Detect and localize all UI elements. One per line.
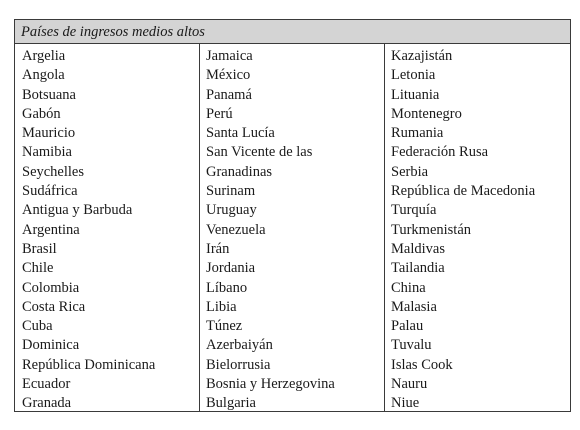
country-cell: Gabón [22, 105, 61, 122]
country-cell: Ecuador [22, 376, 71, 393]
country-cell: Irán [206, 240, 230, 257]
country-cell: Brasil [22, 240, 57, 257]
country-cell: Chile [22, 260, 54, 277]
country-cell: República de Macedonia [391, 183, 536, 200]
country-cell: San Vicente de las [206, 144, 313, 161]
country-cell: Palau [391, 318, 424, 335]
country-cell: Cuba [22, 318, 53, 335]
country-cell: Dominica [22, 337, 80, 354]
country-cell: Rumania [391, 125, 444, 142]
table-header: Países de ingresos medios altos [15, 20, 570, 44]
country-cell: Nauru [391, 376, 428, 393]
column-2 [200, 44, 385, 411]
country-cell: Sudáfrica [22, 183, 78, 200]
country-cell: Granada [22, 395, 72, 412]
country-cell: Antigua y Barbuda [22, 202, 133, 219]
country-cell: Mauricio [22, 125, 76, 142]
country-cell: Líbano [206, 279, 248, 296]
country-cell: Serbia [391, 163, 429, 180]
country-cell: Turquía [391, 202, 437, 219]
country-cell: Turkmenistán [391, 221, 472, 238]
table-body [15, 44, 570, 411]
country-cell: Jamaica [206, 48, 253, 64]
country-cell: República Dominicana [22, 356, 156, 373]
country-cell: Montenegro [391, 105, 462, 122]
country-cell: Lituania [391, 86, 440, 103]
country-cell: Costa Rica [22, 298, 86, 315]
countries-table [14, 19, 571, 412]
country-cell: Kazajistán [391, 48, 453, 64]
country-cell: Uruguay [206, 202, 257, 219]
country-cell: Azerbaiyán [206, 337, 273, 354]
country-cell: Islas Cook [391, 356, 453, 373]
country-cell: Argentina [22, 221, 80, 238]
country-cell: Argelia [22, 48, 66, 64]
country-cell: Granadinas [206, 163, 273, 180]
country-cell: Federación Rusa [391, 144, 489, 161]
country-cell: Túnez [206, 318, 243, 335]
country-cell: Bulgaria [206, 395, 256, 412]
column-1 [15, 44, 200, 411]
country-cell: Malasia [391, 298, 437, 315]
country-cell: Letonia [391, 67, 436, 84]
country-cell: Tailandia [391, 260, 445, 277]
country-cell: Santa Lucía [206, 125, 275, 142]
country-cell: Niue [391, 395, 420, 412]
country-cell: Bielorrusia [206, 356, 271, 373]
column-3 [385, 44, 570, 411]
country-cell: Libia [206, 298, 237, 315]
country-cell: Jordania [206, 260, 256, 277]
country-cell: Botsuana [22, 86, 76, 103]
country-cell: Angola [22, 67, 65, 84]
country-cell: Perú [206, 105, 233, 122]
country-cell: Maldivas [391, 240, 445, 257]
country-cell: México [206, 67, 251, 84]
country-cell: Venezuela [206, 221, 266, 238]
country-cell: Panamá [206, 86, 252, 103]
country-cell: Colombia [22, 279, 80, 296]
country-cell: China [391, 279, 426, 296]
country-cell: Surinam [206, 183, 256, 200]
country-cell: Bosnia y Herzegovina [206, 376, 335, 393]
country-cell: Namibia [22, 144, 72, 161]
country-cell: Seychelles [22, 163, 85, 180]
country-cell: Tuvalu [391, 337, 432, 354]
